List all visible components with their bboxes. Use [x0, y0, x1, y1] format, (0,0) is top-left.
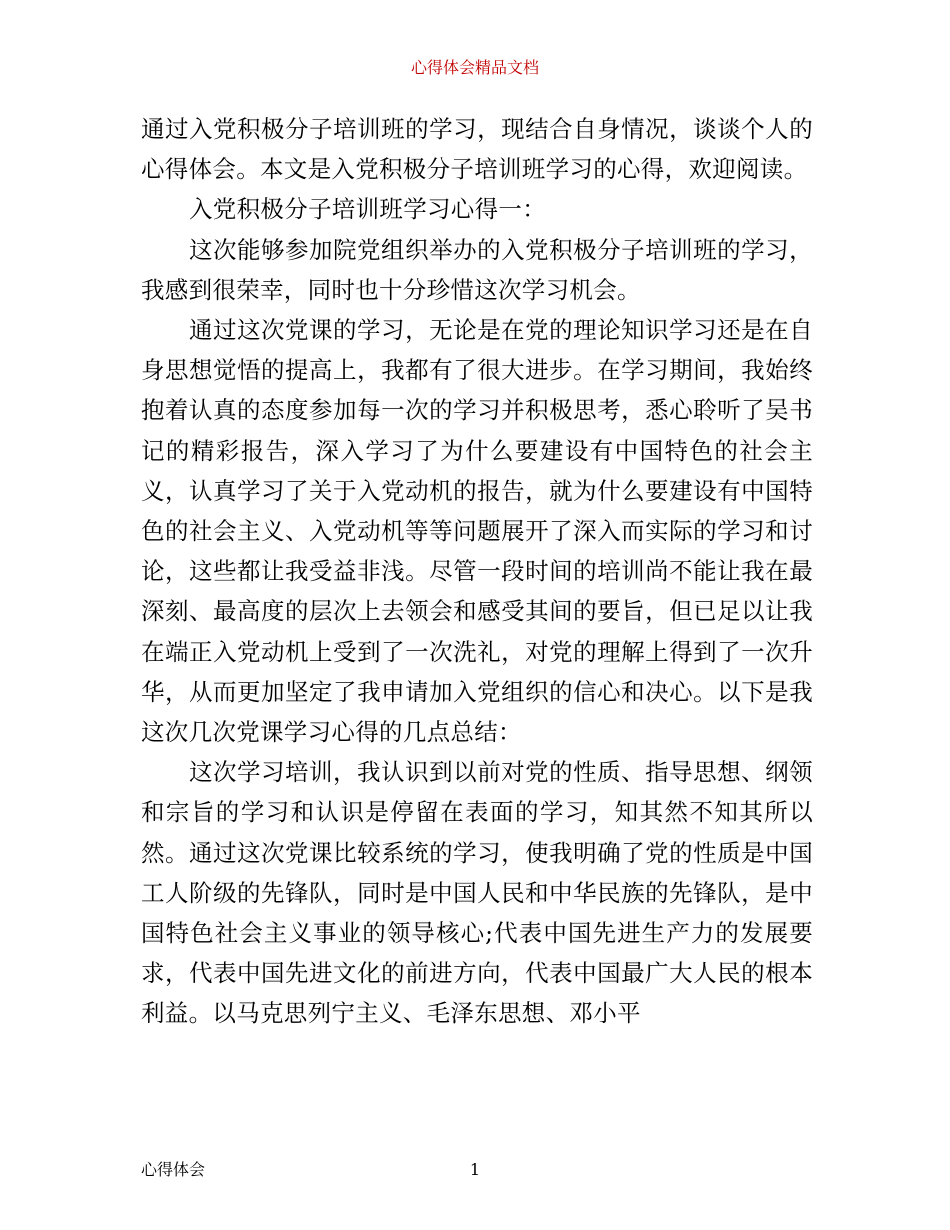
- paragraph-2: 通过这次党课的学习，无论是在党的理论知识学习还是在自身思想觉悟的提高上，我都有了很大进步。在学习期间，我始终抱着认真的态度参加每一次的学习并积极思考，悉心聆听了吴书记的精彩报告，深入学习了为什么要建设有中国特色的社会主义，认真学习了关于入党动机的报告，就为什么要建设有中国特色的社会主义、入党动机等等问题展开了深入而实际的学习和讨论，这些都让我受益非浅。尽管一段时间的培训尚不能让我在最深刻、最高度的层次上去领会和感受其间的要旨，但已足以让我在端正入党动机上受到了一次洗礼，对党的理解上得到了一次升华，从而更加坚定了我申请加入党组织的信心和决心。以下是我这次几次党课学习心得的几点总结：: [141, 316, 813, 747]
- paragraph-section-heading: 入党积极分子培训班学习心得一：: [189, 195, 546, 224]
- paragraph-intro: 通过入党积极分子培训班的学习，现结合自身情况，谈谈个人的心得体会。本文是入党积极分子培训班学习的心得，欢迎阅读。: [141, 115, 813, 184]
- footer-label: 心得体会: [141, 1160, 206, 1179]
- document-body: [141, 109, 813, 1034]
- page-number: 1: [469, 1160, 481, 1179]
- paragraph-1: 这次能够参加院党组织举办的入党积极分子培训班的学习，我感到很荣幸，同时也十分珍惜这次学习机会。: [141, 235, 813, 304]
- page-header: 心得体会精品文档: [410, 58, 539, 77]
- paragraph-3: 这次学习培训，我认识到以前对党的性质、指导思想、纲领和宗旨的学习和认识是停留在表面的学习，知其然不知其所以然。通过这次党课比较系统的学习，使我明确了党的性质是中国工人阶级的先锋队，同时是中国人民和中华民族的先锋队，是中国特色社会主义事业的领导核心;代表中国先进生产力的发展要求，代表中国先进文化的前进方向，代表中国最广大人民的根本利益。以马克思列宁主义、毛泽东思想、邓小平: [141, 758, 813, 1028]
